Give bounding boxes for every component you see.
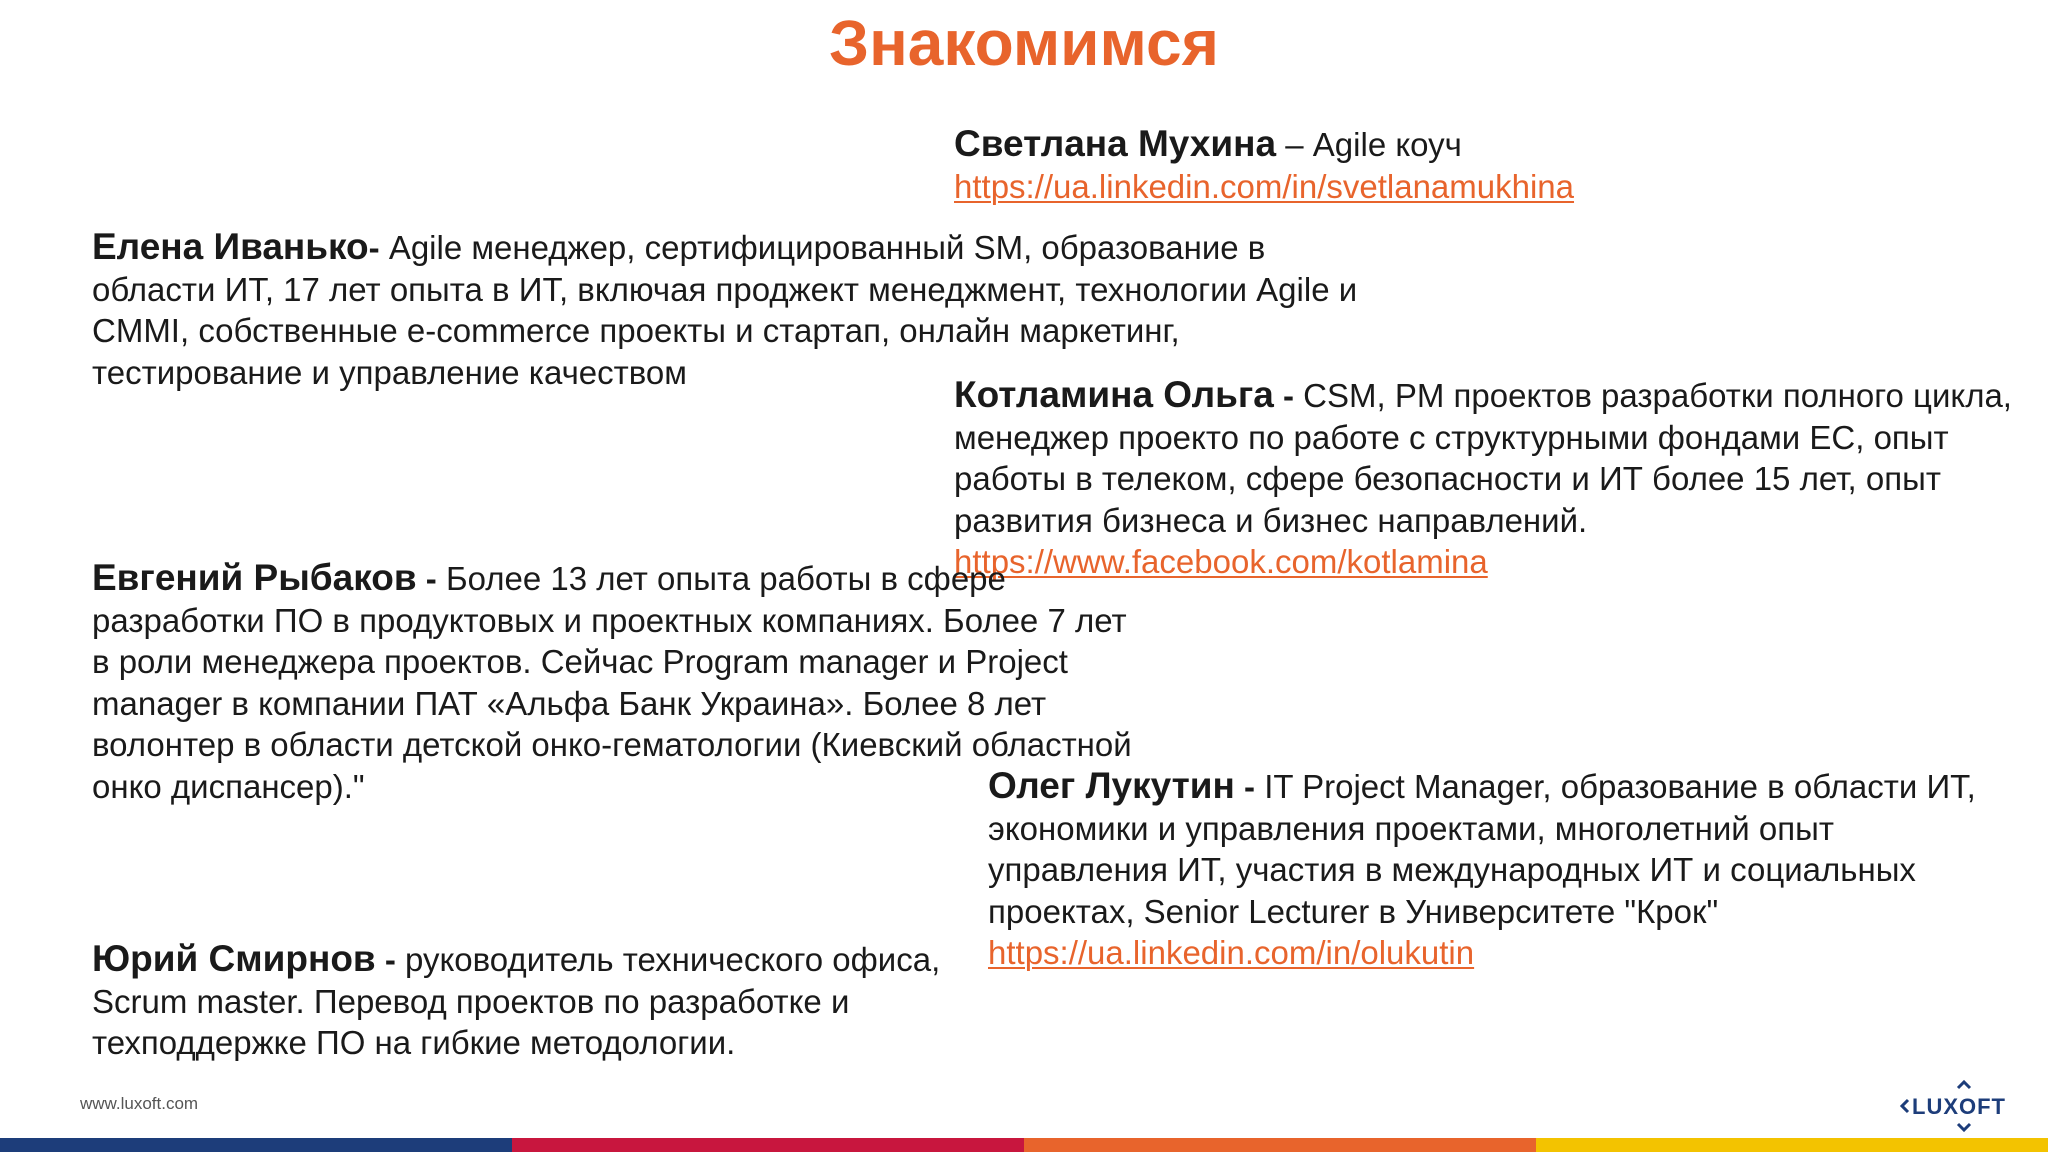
person-description: Agile менеджер, сертифицированный SM, образование в области ИТ, 17 лет опыта в ИТ, включая проджект менеджмент, технологии Agile и CMMI, собственные e-commerce проекты и стартап, онлайн маркетинг, тестирование и управление качеством <box>92 229 1358 391</box>
name-separator: - <box>375 941 405 978</box>
luxoft-logo <box>1896 1078 2006 1134</box>
person-name: Котламина Ольга <box>954 374 1274 415</box>
name-separator: - <box>1234 768 1265 805</box>
person-name: Светлана Мухина <box>954 123 1277 164</box>
name-separator: – <box>1276 126 1313 163</box>
person-role: Agile коуч <box>1312 126 1462 163</box>
person-description: CSM, PM проектов разработки полного цикла, менеджер проекто по работе с структурными фондами ЕС, опыт работы в телеком, сфере безопасности и ИТ более 15 лет, опыт развития бизнеса и бизнес направлений. <box>954 377 2012 539</box>
person-name: Юрий Смирнов <box>92 938 376 979</box>
person-description: IT Project Manager, образование в области ИТ, экономики и управления проектами, многолетний опыт управления ИТ, участия в международных ИТ и социальных проектах, Senior Lecturer в Университете "Крок" <box>988 768 1976 930</box>
footer-website: www.luxoft.com <box>80 1094 199 1113</box>
bar-segment-yellow <box>1536 1138 2048 1152</box>
name-separator: - <box>416 560 446 597</box>
slide-title: Знакомимся <box>829 7 1219 79</box>
bio-mukhina <box>954 123 2004 207</box>
name-separator: - <box>1273 377 1304 414</box>
bar-segment-red <box>512 1138 1024 1152</box>
person-name: Олег Лукутин <box>988 765 1235 806</box>
bio-lukutin <box>988 765 1988 974</box>
footer-color-bar <box>0 1138 2048 1152</box>
bar-segment-orange <box>1024 1138 1536 1152</box>
bio-kotlamina <box>954 374 2014 583</box>
person-description: руководитель технического офиса, Scrum master. Перевод проектов по разработке и техподдержке ПО на гибкие методологии. <box>92 941 941 1061</box>
bio-ivanko <box>92 226 1392 393</box>
bar-segment-blue <box>0 1138 512 1152</box>
linkedin-link[interactable]: https://ua.linkedin.com/in/olukutin <box>988 934 1475 971</box>
linkedin-link[interactable]: https://ua.linkedin.com/in/svetlanamukhina <box>954 167 1575 205</box>
name-separator: - <box>368 229 389 266</box>
bio-rybakov <box>92 557 1142 807</box>
logo-text: LUXOFT <box>1912 1094 2006 1119</box>
person-name: Евгений Рыбаков <box>92 557 417 598</box>
person-description: Более 13 лет опыта работы в сфере разработки ПО в продуктовых и проектных компаниях. Более 7 лет в роли менеджера проектов. Сейчас Program manager и Project manager в компании ПАТ «Альфа Банк Украина». Более 8 лет волонтер в области детской онко-гематологии (Киевский областной онко диспансер)." <box>92 560 1132 805</box>
person-name: Елена Иванько <box>92 226 369 267</box>
bio-smirnov <box>92 938 992 1064</box>
facebook-link[interactable]: https://www.facebook.com/kotlamina <box>954 543 1488 580</box>
